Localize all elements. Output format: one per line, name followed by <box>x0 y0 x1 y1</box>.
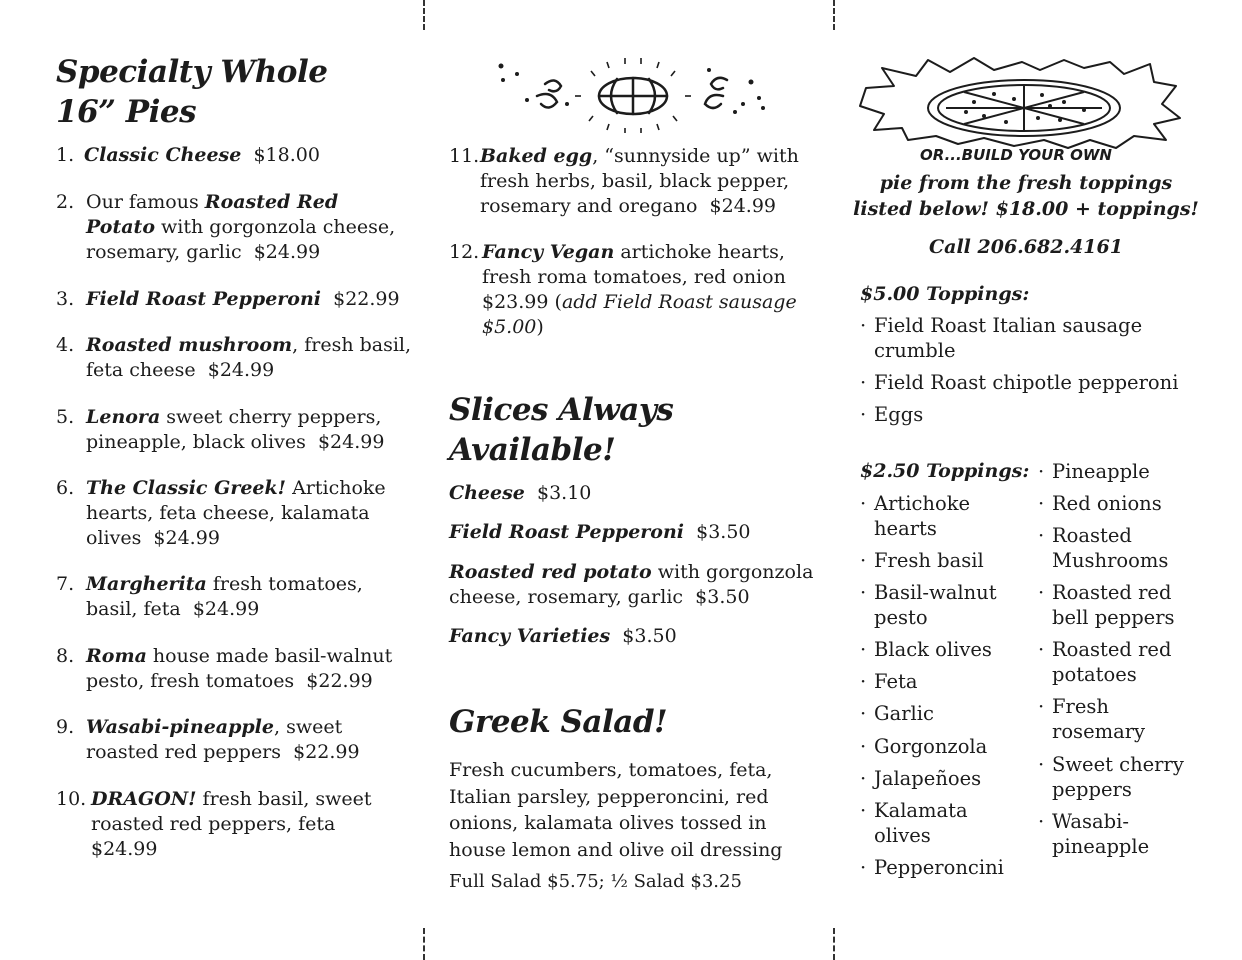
pie-desc: fresh basil, sweet <box>196 788 372 810</box>
salad-line: Italian parsley, pepperoncini, red <box>449 785 769 808</box>
pie-desc: house made basil-walnut <box>146 645 393 667</box>
pie-addon-paren: ) <box>536 316 544 338</box>
topping-name-cont: hearts <box>874 517 937 540</box>
pizza-sketch-icon <box>854 52 1184 164</box>
pie-number: 2. <box>56 191 75 213</box>
pie-number: 9. <box>56 716 75 738</box>
topping-name: Fresh <box>1052 695 1109 718</box>
salad-line: onions, kalamata olives tossed in <box>449 812 767 834</box>
topping-name-cont: pineapple <box>1052 835 1150 858</box>
pie-price: $24.99 <box>207 359 275 381</box>
bullet-icon: · <box>1038 492 1045 515</box>
pie-name: Roasted Red <box>204 191 339 213</box>
topping-name: Garlic <box>874 702 934 725</box>
bullet-icon: · <box>1038 695 1045 718</box>
slices-title <box>449 390 819 470</box>
slice-price: $3.10 <box>537 482 592 504</box>
slice-desc: with gorgonzola <box>651 561 814 583</box>
slice-desc: cheese, rosemary, garlic <box>449 586 684 608</box>
pie-number: 11. <box>449 145 480 167</box>
fold-mark-right-top <box>833 0 835 30</box>
pie-price: $24.99 <box>153 527 220 549</box>
bullet-icon: · <box>1038 810 1045 833</box>
slice-item <box>449 624 819 649</box>
topping-name: Roasted <box>1052 524 1132 547</box>
topping-name: Wasabi- <box>1052 810 1129 833</box>
slice-name: Cheese <box>449 482 525 504</box>
specialty-title <box>56 52 416 132</box>
topping-name-cont: rosemary <box>1052 720 1146 743</box>
pie-price: $23.99 <box>482 291 549 313</box>
pie-name: DRAGON! <box>91 788 197 810</box>
sketch-caption: OR...BUILD YOUR OWN <box>920 146 1112 164</box>
toppings-5-heading: $5.00 Toppings: <box>860 283 1030 305</box>
pie-name: Wasabi-pineapple <box>86 716 274 738</box>
pie-number: 6. <box>56 477 75 499</box>
pie-name: Baked egg <box>480 145 593 167</box>
slice-item <box>449 560 819 610</box>
pie-desc: with gorgonzola cheese, <box>155 216 396 238</box>
slice-price: $3.50 <box>695 586 750 608</box>
pie-name: Roasted mushroom <box>86 334 293 356</box>
pie-desc: fresh herbs, basil, black pepper, <box>480 170 790 192</box>
build-line: listed below! $18.00 + toppings! <box>853 198 1199 220</box>
pie-name: Classic Cheese <box>84 144 242 166</box>
salad-description <box>449 757 819 863</box>
pie-desc: roasted red peppers, feta <box>91 813 336 835</box>
topping-name-cont: potatoes <box>1052 663 1137 686</box>
pie-price: $24.99 <box>253 241 321 263</box>
bullet-icon: · <box>860 549 867 572</box>
pie-desc: pesto, fresh tomatoes <box>86 670 295 692</box>
specialty-title-line1: Specialty Whole <box>56 54 328 90</box>
pie-name: Margherita <box>86 573 207 595</box>
pie-desc: artichoke hearts, <box>614 241 785 263</box>
bullet-icon: · <box>1038 524 1045 547</box>
slice-item <box>449 520 819 545</box>
build-your-own-text <box>850 170 1202 222</box>
pie-desc: roasted red peppers <box>86 741 282 763</box>
topping-name: Field Roast Italian sausage <box>874 314 1143 337</box>
bullet-icon: · <box>860 767 867 790</box>
pie-number: 7. <box>56 573 75 595</box>
topping-name: Pepperoncini <box>874 856 1004 879</box>
pie-desc: fresh tomatoes, <box>206 573 363 595</box>
fold-mark-left-bottom <box>423 928 425 960</box>
bullet-icon: · <box>1038 581 1045 604</box>
pie-name: Roma <box>86 645 147 667</box>
bullet-icon: · <box>860 638 867 661</box>
pie-desc: hearts, feta cheese, kalamata <box>86 502 370 524</box>
topping-name-cont: peppers <box>1052 778 1132 801</box>
topping-name-cont: Mushrooms <box>1052 549 1169 572</box>
slice-name: Fancy Varieties <box>449 625 611 647</box>
pie-name: Field Roast Pepperoni <box>86 288 322 310</box>
topping-name-cont: bell peppers <box>1052 606 1175 629</box>
pie-desc: , fresh basil, <box>292 334 412 356</box>
pie-desc: Artichoke <box>286 477 386 499</box>
pie-price: $24.99 <box>192 598 260 620</box>
salad-title: Greek Salad! <box>449 704 668 740</box>
pie-name: Fancy Vegan <box>482 241 615 263</box>
pie-name: Lenora <box>86 406 161 428</box>
pie-desc: sweet cherry peppers, <box>160 406 382 428</box>
pie-number: 5. <box>56 406 75 428</box>
pie-desc: Our famous <box>86 191 205 213</box>
bullet-icon: · <box>860 735 867 758</box>
bullet-icon: · <box>860 403 867 426</box>
topping-name: Sweet cherry <box>1052 753 1184 776</box>
topping-name: Feta <box>874 670 918 693</box>
toppings-250-heading: $2.50 Toppings: <box>860 460 1030 482</box>
pie-number: 10. <box>56 788 87 810</box>
topping-name: Fresh basil <box>874 549 984 572</box>
bullet-icon: · <box>860 581 867 604</box>
pie-desc: olives <box>86 527 142 549</box>
pie-name: The Classic Greek! <box>86 477 287 499</box>
pie-addon: add Field Roast sausage <box>561 291 797 313</box>
call-phone[interactable]: Call 206.682.4161 <box>929 236 1123 258</box>
topping-name: Gorgonzola <box>874 735 988 758</box>
slice-name: Roasted red potato <box>449 561 652 583</box>
bullet-icon: · <box>860 492 867 515</box>
pie-desc: fresh roma tomatoes, red onion <box>482 266 786 288</box>
salad-line: Fresh cucumbers, tomatoes, feta, <box>449 759 773 781</box>
topping-name-cont: olives <box>874 824 931 847</box>
topping-name: Artichoke <box>874 492 971 515</box>
pie-price: $24.99 <box>91 838 158 860</box>
salad-line: house lemon and olive oil dressing <box>449 838 783 861</box>
pie-price: $18.00 <box>253 144 320 166</box>
pie-desc: , sweet <box>274 716 343 738</box>
topping-name: Eggs <box>874 403 924 426</box>
topping-name: Roasted red <box>1052 581 1172 604</box>
bullet-icon: · <box>860 371 867 394</box>
salad-prices: Full Salad $5.75; ½ Salad $3.25 <box>449 871 742 892</box>
pie-number: 1. <box>56 144 75 166</box>
fold-mark-left-top <box>423 0 425 30</box>
bullet-icon: · <box>860 799 867 822</box>
bullet-icon: · <box>1038 753 1045 776</box>
slice-name: Field Roast Pepperoni <box>449 521 685 543</box>
pie-desc: rosemary, garlic <box>86 241 242 263</box>
flourish-ornament-icon <box>497 52 769 134</box>
bullet-icon: · <box>860 670 867 693</box>
specialty-title-line2: 16” Pies <box>56 94 197 130</box>
bullet-icon: · <box>1038 460 1045 483</box>
topping-name: Kalamata <box>874 799 968 822</box>
pie-number: 12. <box>449 241 480 263</box>
build-line: pie from the fresh toppings <box>879 172 1173 194</box>
slices-title-line2: Available! <box>449 432 616 468</box>
bullet-icon: · <box>860 314 867 337</box>
pie-price: $22.99 <box>306 670 373 692</box>
pie-desc: basil, feta <box>86 598 181 620</box>
pie-price: $22.99 <box>333 288 400 310</box>
pie-price: $22.99 <box>293 741 360 763</box>
topping-name: Roasted red <box>1052 638 1172 661</box>
topping-name: Basil-walnut <box>874 581 997 604</box>
pie-desc: pineapple, black olives <box>86 431 306 453</box>
topping-name: Red onions <box>1052 492 1162 515</box>
pie-number: 4. <box>56 334 75 356</box>
slice-price: $3.50 <box>622 625 677 647</box>
topping-name: Pineapple <box>1052 460 1150 483</box>
pie-desc: , “sunnyside up” with <box>592 145 799 167</box>
slice-price: $3.50 <box>696 521 751 543</box>
slice-item <box>449 481 819 506</box>
bullet-icon: · <box>860 702 867 725</box>
topping-name-cont: pesto <box>874 606 928 629</box>
bullet-icon: · <box>1038 638 1045 661</box>
pie-name-cont: Potato <box>86 216 155 238</box>
pie-desc: rosemary and oregano <box>480 195 698 217</box>
pie-number: 3. <box>56 288 75 310</box>
topping-name: Black olives <box>874 638 992 661</box>
fold-mark-right-bottom <box>833 928 835 960</box>
bullet-icon: · <box>860 856 867 879</box>
pie-desc: feta cheese <box>86 359 196 381</box>
pie-number: 8. <box>56 645 75 667</box>
slices-title-line1: Slices Always <box>449 392 674 428</box>
topping-name-cont: crumble <box>874 339 956 362</box>
pie-price: $24.99 <box>317 431 385 453</box>
topping-name: Jalapeñoes <box>874 767 982 790</box>
pie-addon-paren: ( <box>548 291 562 313</box>
topping-name: Field Roast chipotle pepperoni <box>874 371 1179 394</box>
pie-price: $24.99 <box>709 195 776 217</box>
pie-addon-price: $5.00 <box>482 316 537 338</box>
